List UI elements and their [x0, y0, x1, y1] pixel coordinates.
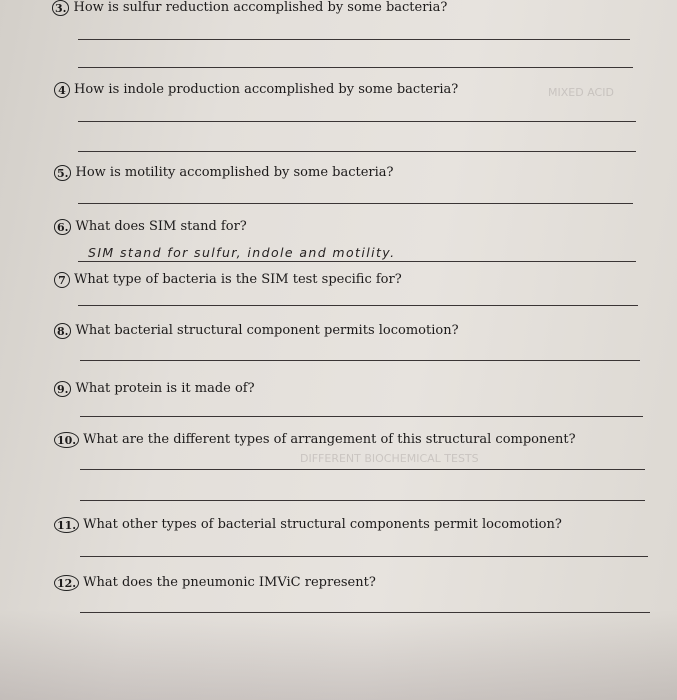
question-number: 3.: [52, 0, 69, 16]
answer-line: [78, 203, 633, 204]
question-text: What bacterial structural component permits locomotion?: [75, 323, 459, 338]
question-11: [54, 517, 562, 534]
handwritten-answer-6: SIM stand for sulfur, indole and motility.: [88, 245, 396, 260]
question-text: What other types of bacterial structural components permit locomotion?: [83, 517, 562, 532]
answer-line: [80, 469, 645, 470]
question-3: [52, 0, 447, 17]
question-text: How is sulfur reduction accomplished by some bacteria?: [73, 0, 448, 15]
bleed-through-text-top: MIXED ACID: [548, 86, 614, 99]
question-10: [54, 432, 576, 449]
question-number: 12.: [54, 575, 79, 591]
question-6: [54, 219, 247, 236]
answer-line: [78, 151, 636, 152]
bleed-through-text-middle: DIFFERENT BIOCHEMICAL TESTS: [300, 452, 479, 465]
question-text: What protein is it made of?: [75, 381, 255, 396]
question-number: 8.: [54, 323, 71, 339]
question-number: 11.: [54, 517, 79, 533]
answer-line: [80, 360, 640, 361]
answer-line: [80, 500, 645, 501]
question-number: 10.: [54, 432, 79, 448]
question-8: [54, 323, 459, 340]
page-shadow: [0, 610, 677, 700]
answer-line: [80, 612, 650, 613]
answer-line: [78, 39, 630, 40]
answer-line: [78, 261, 636, 262]
question-number: 5.: [54, 165, 71, 181]
question-text: What are the different types of arrangement of this structural component?: [83, 432, 576, 447]
question-text: What does SIM stand for?: [75, 219, 247, 234]
question-9: [54, 381, 255, 398]
question-number: 7: [54, 272, 70, 288]
question-text: What type of bacteria is the SIM test specific for?: [74, 272, 402, 287]
answer-line: [80, 556, 648, 557]
question-7: [54, 272, 402, 289]
question-number: 6.: [54, 219, 71, 235]
answer-line: [78, 121, 636, 122]
question-text: What does the pneumonic IMViC represent?: [83, 575, 376, 590]
answer-line: [78, 305, 638, 306]
question-5: [54, 165, 394, 182]
question-text: How is indole production accomplished by some bacteria?: [74, 82, 459, 97]
answer-line: [78, 67, 633, 68]
question-number: 4: [54, 82, 70, 98]
question-12: [54, 575, 376, 592]
answer-line: [80, 416, 643, 417]
question-number: 9.: [54, 381, 71, 397]
question-text: How is motility accomplished by some bacteria?: [75, 165, 394, 180]
question-4: [54, 82, 458, 99]
